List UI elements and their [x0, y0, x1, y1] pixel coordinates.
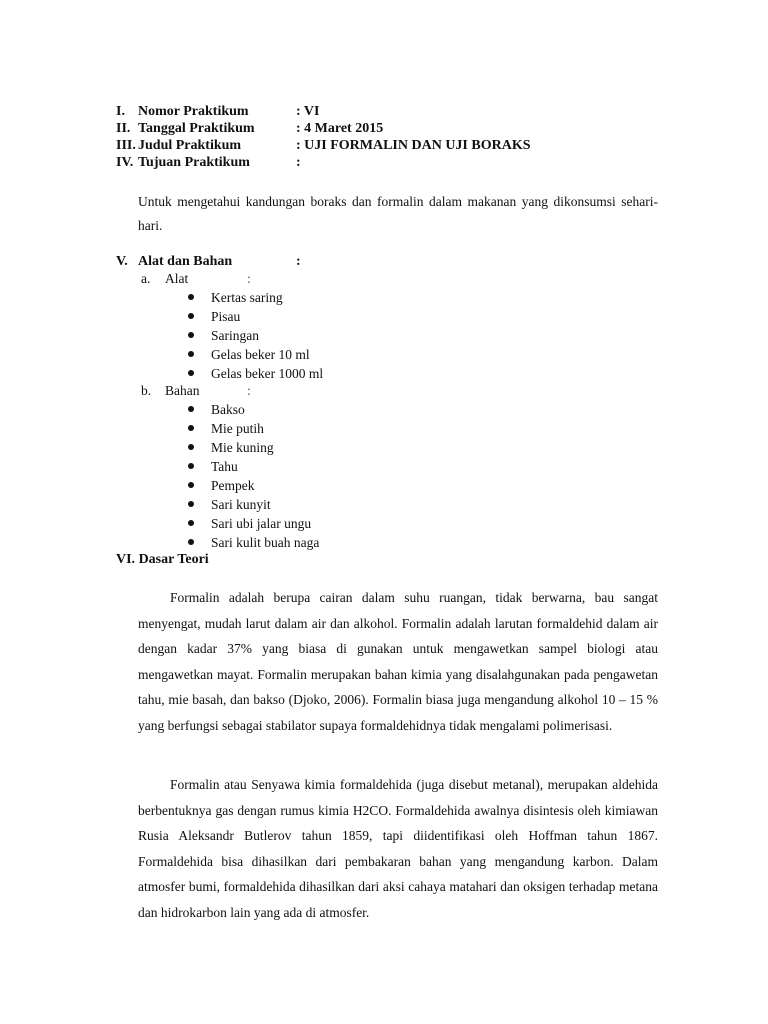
list-item-text: Bakso — [211, 402, 245, 417]
sublist-colon: : — [247, 271, 251, 286]
list-item — [185, 307, 485, 326]
list-item-text: Saringan — [211, 328, 259, 343]
list-item-text: Mie kuning — [211, 440, 274, 455]
bullet-icon — [188, 444, 194, 450]
bullet-icon — [188, 313, 194, 319]
header-num: II. — [116, 121, 131, 136]
header-value: : 4 Maret 2015 — [296, 121, 384, 136]
header-num: III. — [116, 138, 136, 153]
list-item-text: Sari kulit buah naga — [211, 535, 320, 550]
alat-heading — [141, 271, 251, 287]
bullet-icon — [188, 351, 194, 357]
header-row-tanggal — [116, 120, 531, 137]
header-value: : UJI FORMALIN DAN UJI BORAKS — [296, 138, 531, 153]
header-label: Tujuan Praktikum — [138, 155, 250, 170]
bahan-heading — [141, 383, 251, 399]
list-item — [185, 288, 485, 307]
section-label: Alat dan Bahan — [138, 254, 233, 269]
list-item — [185, 326, 485, 345]
header-num: I. — [116, 104, 125, 119]
list-item — [185, 533, 485, 552]
list-item — [185, 495, 485, 514]
sublist-label: Alat — [165, 271, 189, 286]
list-item — [185, 514, 485, 533]
header-row-tujuan — [116, 154, 531, 171]
section-colon: : — [296, 254, 301, 269]
sublist-marker: a. — [141, 271, 151, 286]
section-num: V. — [116, 254, 128, 269]
theory-paragraph: Formalin atau Senyawa kimia formaldehida (juga disebut metanal), merupakan aldehida berbentuknya gas dengan rumus kimia H2CO. Formaldehida awalnya disintesis oleh kimiawan Rusia Aleksandr Butlerov tahun 1859, tapi diidentifikasi oleh Hoffman tahun 1867. Formaldehida bisa dihasilkan dari pembakaran bahan yang mengandung karbon. Dalam atmosfer bumi, formaldehida dihasilkan dari aksi cahaya matahari dan oksigen terhadap metana dan hidrokarbon lain yang ada di atmosfer. — [138, 777, 658, 920]
header-label: Judul Praktikum — [138, 138, 242, 153]
list-item-text: Mie putih — [211, 421, 264, 436]
list-item-text: Tahu — [211, 459, 238, 474]
list-item — [185, 476, 485, 495]
theory-paragraph: Formalin adalah berupa cairan dalam suhu ruangan, tidak berwarna, bau sangat menyengat, mudah larut dalam air dan alkohol. Formalin adalah larutan formaldehid dalam air dengan kadar 37% yang biasa di gunakan untuk mengawetkan sampel biologi atau mengawetkan mayat. Formalin merupakan bahan kimia yang disalahgunakan pada pengawetan tahu, mie basah, dan bakso (Djoko, 2006). Formalin biasa juga mengandung alkohol 10 – 15 % yang berfungsi sebagai stabilator supaya formaldehidnya tidak mengalami polimerisasi. — [138, 590, 658, 733]
bullet-icon — [188, 463, 194, 469]
list-item-text: Sari kunyit — [211, 497, 271, 512]
bullet-icon — [188, 370, 194, 376]
sublist-marker: b. — [141, 383, 152, 398]
list-item-text: Pisau — [211, 309, 241, 324]
list-item — [185, 400, 485, 419]
list-item-text: Sari ubi jalar ungu — [211, 516, 312, 531]
bullet-icon — [188, 406, 194, 412]
header-row-nomor — [116, 103, 531, 120]
header-label: Nomor Praktikum — [138, 104, 249, 119]
list-item-text: Gelas beker 1000 ml — [211, 366, 324, 381]
bullet-icon — [188, 501, 194, 507]
bullet-icon — [188, 539, 194, 545]
list-item — [185, 457, 485, 476]
bullet-icon — [188, 482, 194, 488]
list-item — [185, 345, 485, 364]
sublist-colon: : — [247, 383, 251, 398]
alat-list — [185, 288, 485, 383]
header-row-judul — [116, 137, 531, 154]
bullet-icon — [188, 425, 194, 431]
list-item-text: Gelas beker 10 ml — [211, 347, 310, 362]
sublist-label: Bahan — [165, 383, 200, 398]
tujuan-paragraph: Untuk mengetahui kandungan boraks dan formalin dalam makanan yang dikonsumsi sehari-hari. — [138, 194, 658, 233]
header-block — [116, 103, 531, 171]
section-v-heading — [116, 254, 301, 270]
section-label: Dasar Teori — [138, 552, 209, 567]
section-num: VI. — [116, 552, 136, 567]
list-item-text: Kertas saring — [211, 290, 283, 305]
list-item — [185, 419, 485, 438]
bahan-list — [185, 400, 485, 552]
header-value: : VI — [296, 104, 320, 119]
section-vi-heading — [116, 552, 209, 568]
bullet-icon — [188, 294, 194, 300]
bullet-icon — [188, 520, 194, 526]
header-label: Tanggal Praktikum — [138, 121, 255, 136]
list-item — [185, 364, 485, 383]
list-item-text: Pempek — [211, 478, 255, 493]
header-value: : — [296, 155, 301, 170]
bullet-icon — [188, 332, 194, 338]
header-num: IV. — [116, 155, 134, 170]
list-item — [185, 438, 485, 457]
